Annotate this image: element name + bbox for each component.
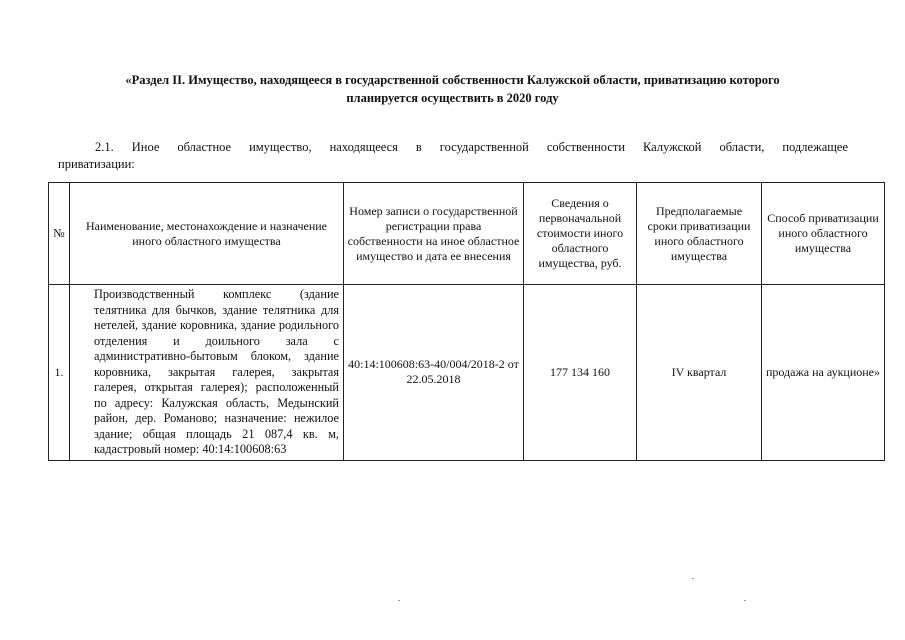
scan-speck [398, 600, 400, 601]
intro-line-1: 2.1. Иное областное имущество, находящееся в государственной собственности Калужской области, подлежащее [95, 140, 848, 154]
intro-paragraph [58, 139, 848, 173]
intro-line-2: приватизации: [58, 157, 135, 171]
section-heading-line-2: планируется осуществить в 2020 году [346, 91, 559, 105]
section-heading-line-1: «Раздел II. Имущество, находящееся в государственной собственности Калужской области, приватизацию которого [125, 73, 780, 87]
cell-registration: 40:14:100608:63-40/004/2018-2 от 22.05.2018 [344, 285, 524, 461]
cell-description: Производственный комплекс (здание телятника для бычков, здание телятника для нетелей, здание коровника, здание родильного отделения и доильного зала с административно-бытовым блоком, здание коровника, закрытая галерея, закрытая галерея, открытая галерея); расположенный по адресу: Калужская область, Медынский район, дер. Романово; назначение: нежилое здание; общая площадь 21 087,4 кв. м, кадастровый номер: 40:14:100608:63 [70, 285, 344, 461]
property-table [48, 182, 885, 461]
table-row [49, 285, 885, 461]
header-number: № [49, 183, 70, 285]
cell-number: 1. [49, 285, 70, 461]
header-registration: Номер записи о государственной регистрации права собственности на иное областное имущество и дата ее внесения [344, 183, 524, 285]
cell-method: продажа на аукционе» [762, 285, 885, 461]
header-name: Наименование, местонахождение и назначение иного областного имущества [70, 183, 344, 285]
cell-term: IV квартал [637, 285, 762, 461]
table-header-row [49, 183, 885, 285]
header-term: Предполагаемые сроки приватизации иного областного имущества [637, 183, 762, 285]
section-heading [60, 71, 845, 107]
scan-speck [744, 600, 746, 601]
header-method: Способ приватизации иного областного имущества [762, 183, 885, 285]
header-cost: Сведения о первоначальной стоимости иного областного имущества, руб. [524, 183, 637, 285]
cell-cost: 177 134 160 [524, 285, 637, 461]
scan-speck [692, 578, 694, 579]
